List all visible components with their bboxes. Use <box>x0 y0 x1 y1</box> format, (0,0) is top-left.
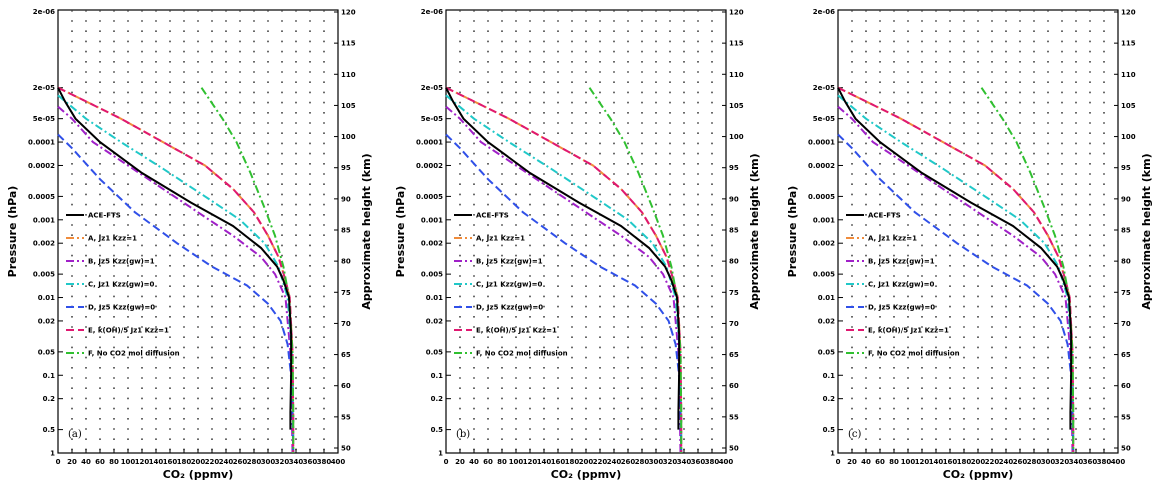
x-tick-label: 160 <box>942 458 958 466</box>
y2-tick-label: 65 <box>729 351 739 360</box>
y-tick-label: 0.0002 <box>807 161 835 170</box>
y2-tick-label: 120 <box>1121 8 1136 17</box>
y-tick-label: 0.005 <box>812 270 835 279</box>
y2-axis-title: Approximate height (km) <box>748 153 761 310</box>
x-tick-label: 40 <box>469 458 479 466</box>
x-tick-label: 100 <box>120 458 136 466</box>
x-tick-label: 120 <box>522 458 538 466</box>
grid-dots <box>852 10 1104 453</box>
x-tick-label: 120 <box>134 458 150 466</box>
y-tick-label: 0.005 <box>32 270 55 279</box>
legend-label: B, Jz5 Kzz(gw)=1 <box>476 257 543 266</box>
y2-tick-label: 90 <box>341 195 351 204</box>
y2-tick-label: 105 <box>1121 101 1136 110</box>
legend-label: F, No CO2 mol diffusion <box>868 349 960 358</box>
x-tick-label: 0 <box>443 458 449 466</box>
x-tick-label: 100 <box>900 458 916 466</box>
y-tick-label: 0.002 <box>32 239 55 248</box>
x-tick-label: 200 <box>970 458 986 466</box>
x-tick-label: 320 <box>274 458 290 466</box>
legend-label: D, Jz5 Kzz(gw)=0 <box>868 303 936 312</box>
x-tick-label: 40 <box>861 458 871 466</box>
y-tick-label: 0.001 <box>812 216 835 225</box>
x-tick-label: 260 <box>620 458 636 466</box>
y-tick-label: 0.002 <box>812 239 835 248</box>
x-tick-label: 80 <box>497 458 507 466</box>
legend-label: E, k(OH)/5 Jz1 Kzz=1 <box>476 326 557 335</box>
x-tick-label: 0 <box>55 458 61 466</box>
panel-label: (a) <box>68 429 82 440</box>
y2-tick-label: 115 <box>1121 39 1136 48</box>
y2-tick-label: 65 <box>341 351 351 360</box>
x-tick-label: 40 <box>81 458 91 466</box>
x-tick-label: 340 <box>1068 458 1084 466</box>
x-tick-label: 320 <box>1054 458 1070 466</box>
y2-tick-label: 110 <box>1121 70 1136 79</box>
x-axis-title: CO₂ (ppmv) <box>162 468 234 481</box>
plot-frame <box>446 10 726 453</box>
legend-label: F, No CO2 mol diffusion <box>476 349 568 358</box>
y-tick-label: 0.2 <box>822 395 835 404</box>
y-tick-label: 0.002 <box>420 239 443 248</box>
x-tick-label: 340 <box>288 458 304 466</box>
y2-tick-label: 80 <box>729 257 739 266</box>
grid-dots <box>460 10 712 453</box>
y-tick-label: 0.005 <box>420 270 443 279</box>
y2-tick-label: 100 <box>729 133 744 142</box>
y2-tick-label: 55 <box>1121 413 1131 422</box>
y-axis-title: Pressure (hPa) <box>786 185 799 278</box>
x-tick-label: 280 <box>634 458 650 466</box>
x-tick-label: 300 <box>1040 458 1056 466</box>
legend-label: A, Jz1 Kzz=1 <box>476 234 525 243</box>
y-tick-label: 1 <box>830 449 835 458</box>
x-tick-label: 260 <box>232 458 248 466</box>
y2-tick-label: 85 <box>1121 226 1131 235</box>
x-tick-label: 240 <box>998 458 1014 466</box>
y-tick-label: 0.1 <box>822 371 835 380</box>
x-tick-label: 20 <box>67 458 77 466</box>
y-tick-label: 2e-05 <box>420 84 443 93</box>
x-tick-label: 360 <box>690 458 706 466</box>
x-tick-label: 60 <box>875 458 885 466</box>
y-tick-label: 0.02 <box>425 317 443 326</box>
x-tick-label: 300 <box>260 458 276 466</box>
y-tick-label: 0.0001 <box>415 138 443 147</box>
x-tick-label: 140 <box>148 458 164 466</box>
y-tick-label: 0.01 <box>425 294 443 303</box>
x-tick-label: 200 <box>190 458 206 466</box>
x-tick-label: 20 <box>847 458 857 466</box>
x-tick-label: 140 <box>536 458 552 466</box>
legend-label: E, k(OH)/5 Jz1 Kzz=1 <box>868 326 949 335</box>
y-tick-label: 0.2 <box>42 395 55 404</box>
chart-panel-b <box>388 0 768 489</box>
y-tick-label: 0.0002 <box>27 161 55 170</box>
y2-tick-label: 110 <box>729 70 744 79</box>
legend-label: F, No CO2 mol diffusion <box>88 349 180 358</box>
legend-label: B, Jz5 Kzz(gw)=1 <box>88 257 155 266</box>
y-tick-label: 0.1 <box>42 371 55 380</box>
legend-label: C, Jz1 Kzz(gw)=0 <box>476 280 543 289</box>
y-tick-label: 2e-05 <box>812 84 835 93</box>
x-tick-label: 80 <box>889 458 899 466</box>
y-tick-label: 0.0002 <box>415 161 443 170</box>
y2-tick-label: 55 <box>729 413 739 422</box>
x-tick-label: 220 <box>204 458 220 466</box>
legend-label: D, Jz5 Kzz(gw)=0 <box>476 303 544 312</box>
x-tick-label: 60 <box>483 458 493 466</box>
x-tick-label: 240 <box>606 458 622 466</box>
y2-axis-title: Approximate height (km) <box>360 153 373 310</box>
y-tick-label: 0.5 <box>822 426 835 435</box>
x-tick-label: 380 <box>704 458 720 466</box>
y2-tick-label: 50 <box>729 444 739 453</box>
y2-tick-label: 65 <box>1121 351 1131 360</box>
y-tick-label: 0.2 <box>430 395 443 404</box>
y-tick-label: 1 <box>50 449 55 458</box>
y-axis-title: Pressure (hPa) <box>394 185 407 278</box>
chart-panel-c <box>780 0 1160 489</box>
legend-label: A, Jz1 Kzz=1 <box>88 234 137 243</box>
x-tick-label: 80 <box>109 458 119 466</box>
x-tick-label: 360 <box>1082 458 1098 466</box>
y2-tick-label: 110 <box>341 70 356 79</box>
grid-dots <box>72 10 324 453</box>
y2-tick-label: 75 <box>1121 288 1131 297</box>
series-line <box>446 135 681 454</box>
x-tick-label: 100 <box>508 458 524 466</box>
y2-tick-label: 105 <box>729 101 744 110</box>
y2-tick-label: 120 <box>341 8 356 17</box>
x-tick-label: 300 <box>648 458 664 466</box>
legend-label: ACE-FTS <box>476 211 509 220</box>
x-tick-label: 60 <box>95 458 105 466</box>
series-line <box>58 135 293 454</box>
y2-tick-label: 120 <box>729 8 744 17</box>
y-tick-label: 0.02 <box>37 317 55 326</box>
x-tick-label: 380 <box>1096 458 1112 466</box>
x-tick-label: 400 <box>718 458 734 466</box>
y2-tick-label: 75 <box>729 288 739 297</box>
x-axis-title: CO₂ (ppmv) <box>942 468 1014 481</box>
x-tick-label: 200 <box>578 458 594 466</box>
x-tick-label: 380 <box>316 458 332 466</box>
y2-tick-label: 50 <box>1121 444 1131 453</box>
y-tick-label: 2e-06 <box>420 8 443 16</box>
y-tick-label: 0.05 <box>37 348 55 357</box>
legend-label: C, Jz1 Kzz(gw)=0 <box>88 280 155 289</box>
y2-tick-label: 60 <box>1121 382 1131 391</box>
y-tick-label: 5e-05 <box>420 115 443 124</box>
y2-tick-label: 80 <box>1121 257 1131 266</box>
x-tick-label: 280 <box>246 458 262 466</box>
y2-tick-label: 105 <box>341 101 356 110</box>
y2-tick-label: 100 <box>1121 133 1136 142</box>
y-tick-label: 0.02 <box>817 317 835 326</box>
x-tick-label: 20 <box>455 458 465 466</box>
plot-frame <box>58 10 338 453</box>
legend-label: E, k(OH)/5 Jz1 Kzz=1 <box>88 326 169 335</box>
y-tick-label: 0.05 <box>425 348 443 357</box>
legend-label: ACE-FTS <box>88 211 121 220</box>
legend-label: D, Jz5 Kzz(gw)=0 <box>88 303 156 312</box>
y2-tick-label: 90 <box>729 195 739 204</box>
x-tick-label: 220 <box>592 458 608 466</box>
y-tick-label: 0.0001 <box>807 138 835 147</box>
x-tick-label: 220 <box>984 458 1000 466</box>
y-tick-label: 0.01 <box>37 294 55 303</box>
y-tick-label: 0.5 <box>430 426 443 435</box>
y2-tick-label: 90 <box>1121 195 1131 204</box>
y-tick-label: 0.001 <box>32 216 55 225</box>
legend-label: ACE-FTS <box>868 211 901 220</box>
x-tick-label: 400 <box>330 458 346 466</box>
y2-tick-label: 70 <box>729 319 739 328</box>
y-tick-label: 2e-06 <box>32 8 55 16</box>
y-tick-label: 0.0005 <box>807 192 835 201</box>
y2-tick-label: 70 <box>1121 319 1131 328</box>
x-tick-label: 180 <box>176 458 192 466</box>
y2-tick-label: 70 <box>341 319 351 328</box>
x-tick-label: 280 <box>1026 458 1042 466</box>
y2-axis-title: Approximate height (km) <box>1140 153 1153 310</box>
series-line <box>838 135 1073 454</box>
x-axis-title: CO₂ (ppmv) <box>550 468 622 481</box>
x-tick-label: 120 <box>914 458 930 466</box>
legend-label: A, Jz1 Kzz=1 <box>868 234 917 243</box>
y2-tick-label: 85 <box>729 226 739 235</box>
legend-label: B, Jz5 Kzz(gw)=1 <box>868 257 935 266</box>
y2-tick-label: 95 <box>1121 164 1131 173</box>
y-tick-label: 2e-05 <box>32 84 55 93</box>
x-tick-label: 340 <box>676 458 692 466</box>
y-tick-label: 0.01 <box>817 294 835 303</box>
x-tick-label: 400 <box>1110 458 1126 466</box>
y2-tick-label: 60 <box>729 382 739 391</box>
y-tick-label: 1 <box>438 449 443 458</box>
y-tick-label: 0.05 <box>817 348 835 357</box>
y2-tick-label: 95 <box>729 164 739 173</box>
x-tick-label: 180 <box>564 458 580 466</box>
y-tick-label: 0.0005 <box>415 192 443 201</box>
y-tick-label: 0.0005 <box>27 192 55 201</box>
y2-tick-label: 75 <box>341 288 351 297</box>
panel-label: (c) <box>848 429 862 440</box>
y2-tick-label: 50 <box>341 444 351 453</box>
y-tick-label: 0.0001 <box>27 138 55 147</box>
y-axis-title: Pressure (hPa) <box>6 185 19 278</box>
chart-panel-a <box>0 0 380 489</box>
y-tick-label: 0.5 <box>42 426 55 435</box>
x-tick-label: 180 <box>956 458 972 466</box>
x-tick-label: 160 <box>162 458 178 466</box>
x-tick-label: 240 <box>218 458 234 466</box>
y-tick-label: 0.1 <box>430 371 443 380</box>
x-tick-label: 140 <box>928 458 944 466</box>
legend-label: C, Jz1 Kzz(gw)=0 <box>868 280 935 289</box>
plot-frame <box>838 10 1118 453</box>
x-tick-label: 360 <box>302 458 318 466</box>
y2-tick-label: 55 <box>341 413 351 422</box>
x-tick-label: 320 <box>662 458 678 466</box>
y2-tick-label: 60 <box>341 382 351 391</box>
y2-tick-label: 80 <box>341 257 351 266</box>
y-tick-label: 5e-05 <box>812 115 835 124</box>
y2-tick-label: 95 <box>341 164 351 173</box>
x-tick-label: 260 <box>1012 458 1028 466</box>
x-tick-label: 160 <box>550 458 566 466</box>
y2-tick-label: 115 <box>729 39 744 48</box>
panel-label: (b) <box>456 429 471 440</box>
x-tick-label: 0 <box>835 458 841 466</box>
y2-tick-label: 100 <box>341 133 356 142</box>
y2-tick-label: 115 <box>341 39 356 48</box>
y-tick-label: 0.001 <box>420 216 443 225</box>
y-tick-label: 5e-05 <box>32 115 55 124</box>
y-tick-label: 2e-06 <box>812 8 835 16</box>
y2-tick-label: 85 <box>341 226 351 235</box>
